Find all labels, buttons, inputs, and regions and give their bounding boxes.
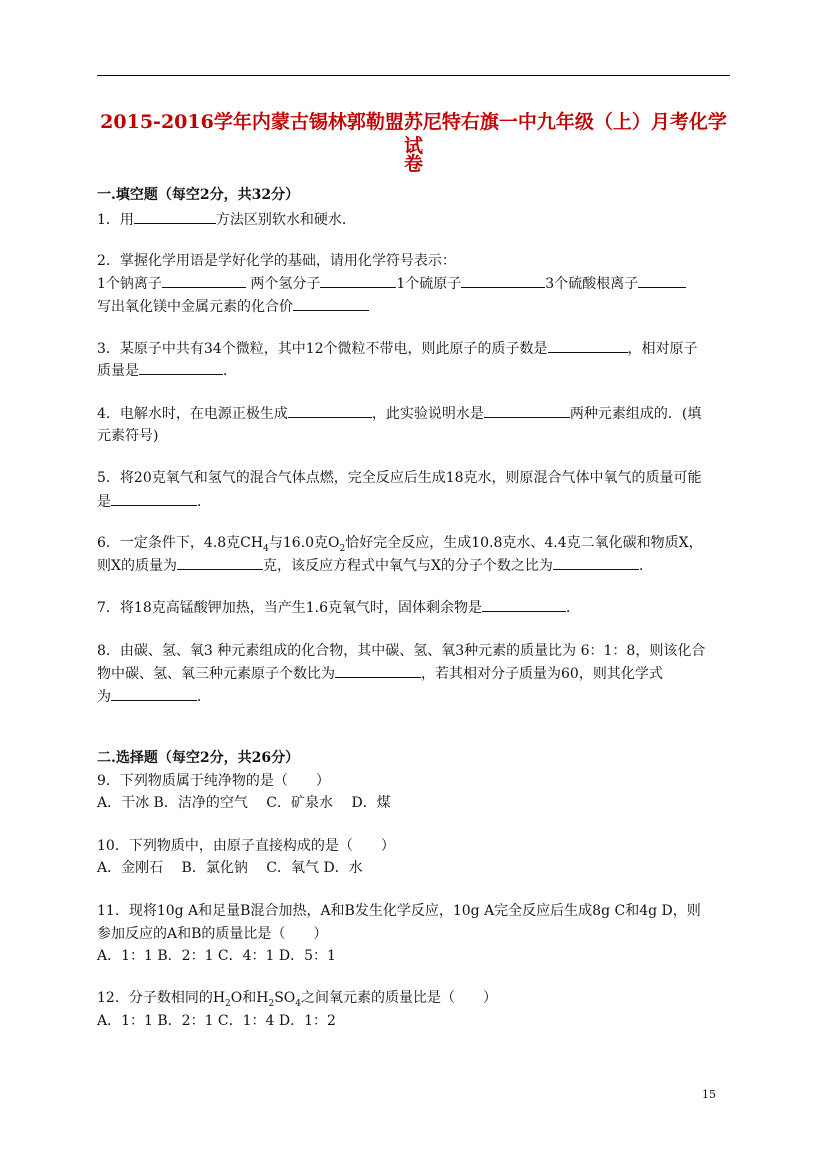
question-9-options: A．干冰 B．洁净的空气 C．矿泉水 D．煤 [97, 795, 391, 811]
q2-text-l3: 写出氧化镁中金属元素的化合价 [97, 299, 293, 315]
question-2-line2 [97, 274, 686, 293]
question-4-line2: 元素符号) [97, 428, 159, 444]
question-12-stem [97, 989, 497, 1007]
q12-text-c: SO [274, 990, 296, 1006]
question-2-line3 [97, 297, 369, 316]
q4-text-a: 4．电解水时，在电源正极生成 [97, 406, 288, 422]
q6-text-c: 恰好完全反应，生成10.8克水、4.4克二氧化碳和物质X， [345, 535, 703, 551]
section2-heading: 二.选择题（每空2分，共26分） [97, 750, 300, 766]
question-6-line1 [97, 534, 703, 552]
answer-blank[interactable] [548, 339, 628, 353]
question-10-options: A．金刚石 B．氯化钠 C．氧气 D．水 [97, 860, 363, 876]
q3-text-a: 3．某原子中共有34个微粒，其中12个微粒不带电，则此原子的质子数是 [97, 341, 548, 357]
answer-blank[interactable] [177, 556, 263, 570]
q3-text-b: ，相对原子 [627, 341, 698, 357]
answer-blank[interactable] [553, 556, 639, 570]
q2-text-a: 1个钠离子 [97, 276, 162, 292]
question-8-line3 [97, 687, 211, 706]
answer-blank[interactable] [111, 492, 197, 506]
q12-sub-2a: 2 [225, 998, 231, 1009]
answer-blank[interactable] [288, 404, 372, 418]
question-6-line2 [97, 556, 653, 575]
q8-text-c: 为 [97, 689, 111, 705]
q12-text-b: O和H [230, 990, 269, 1006]
answer-blank[interactable] [461, 274, 545, 288]
q6-text-f: ． [638, 558, 653, 574]
q12-text-d: 之间氧元素的质量比是（ ） [301, 990, 497, 1006]
q12-sub-2b: 2 [268, 998, 275, 1009]
q8-text-d: ． [197, 689, 211, 705]
question-1 [97, 210, 356, 229]
q6-sub-4: 4 [263, 543, 269, 554]
header-rule [97, 75, 730, 76]
q6-text-a: 6．一定条件下，4.8克CH [97, 535, 264, 551]
answer-blank[interactable] [638, 274, 686, 288]
q3-text-d: ． [223, 363, 237, 379]
q1-text-b: 方法区别软水和硬水． [215, 212, 356, 228]
q1-text-a: 1．用 [97, 212, 134, 228]
question-5-line1: 5．将20克氧气和氢气的混合气体点燃，完全反应后生成18克水，则原混合气体中氧气的质量可能 [97, 470, 702, 486]
q8-text-b: ，若其相对分子质量为60，则其化学式 [421, 666, 663, 682]
q4-text-b: ，此实验说明水是 [371, 406, 484, 422]
q6-text-d: 则X的质量为 [97, 558, 177, 574]
question-8-line1: 8．由碳、氢、氧3 种元素组成的化合物，其中碳、氢、氧3种元素的质量比为 6：1：8，则该化合 [97, 643, 706, 659]
q7-text-b: ． [566, 600, 580, 616]
answer-blank[interactable] [162, 274, 246, 288]
page-number: 15 [702, 1088, 716, 1101]
answer-blank[interactable] [484, 404, 570, 418]
answer-blank[interactable] [335, 664, 421, 678]
q12-text-a: 12．分子数相同的H [97, 990, 226, 1006]
answer-blank[interactable] [482, 598, 566, 612]
q2-text-d: 3个硫酸根离子 [545, 276, 639, 292]
question-8-line2 [97, 664, 663, 683]
q7-text-a: 7．将18克高锰酸钾加热，当产生1.6克氧气时，固体剩余物是 [97, 600, 482, 616]
answer-blank[interactable] [139, 361, 223, 375]
section1-heading: 一.填空题（每空2分，共32分） [97, 187, 300, 203]
q2-text-b: 两个氢分子 [245, 276, 321, 292]
question-11-line2: 参加反应的A和B的质量比是（ ） [97, 926, 328, 942]
q12-sub-4: 4 [295, 998, 301, 1009]
q5-text-a: 是 [97, 494, 111, 510]
answer-blank[interactable] [134, 210, 216, 224]
q6-text-b: 与16.0克O [268, 535, 340, 551]
question-11-options: A．1：1 B．2：1 C．4：1 D．5：1 [97, 948, 336, 964]
question-9-stem: 9．下列物质属于纯净物的是（ ） [97, 773, 330, 789]
question-7 [97, 598, 580, 617]
question-5-line2 [97, 492, 211, 511]
question-2-line1: 2．掌握化学用语是学好化学的基础，请用化学符号表示： [97, 253, 456, 269]
question-3-line2 [97, 361, 237, 380]
question-12-options: A．1：1 B．2：1 C．1：4 D．1：2 [97, 1013, 336, 1029]
answer-blank[interactable] [293, 297, 369, 311]
question-3-line1 [97, 339, 698, 358]
question-4-line1 [97, 404, 701, 423]
answer-blank[interactable] [320, 274, 396, 288]
q4-text-c: 两种元素组成的．(填 [569, 406, 702, 422]
q6-text-e: 克，该反应方程式中氧气与X的分子个数之比为 [262, 558, 553, 574]
q6-sub-2: 2 [339, 543, 346, 554]
q5-text-b: ． [197, 494, 211, 510]
q2-text-c: 1个硫原子 [396, 276, 462, 292]
answer-blank[interactable] [111, 687, 197, 701]
q3-text-c: 质量是 [97, 363, 139, 379]
q8-text-a: 物中碳、氢、氧三种元素原子个数比为 [97, 666, 335, 682]
page-title-line1: 2015-2016学年内蒙古锡林郭勒盟苏尼特右旗一中九年级（上）月考化学试 [100, 111, 727, 157]
page-title-line2: 卷 [403, 153, 423, 175]
question-10-stem: 10．下列物质中，由原子直接构成的是（ ） [97, 838, 395, 854]
question-11-line1: 11．现将10g A和足量B混合加热，A和B发生化学反应，10g A完全反应后生成8g C和4g D，则 [97, 903, 701, 919]
